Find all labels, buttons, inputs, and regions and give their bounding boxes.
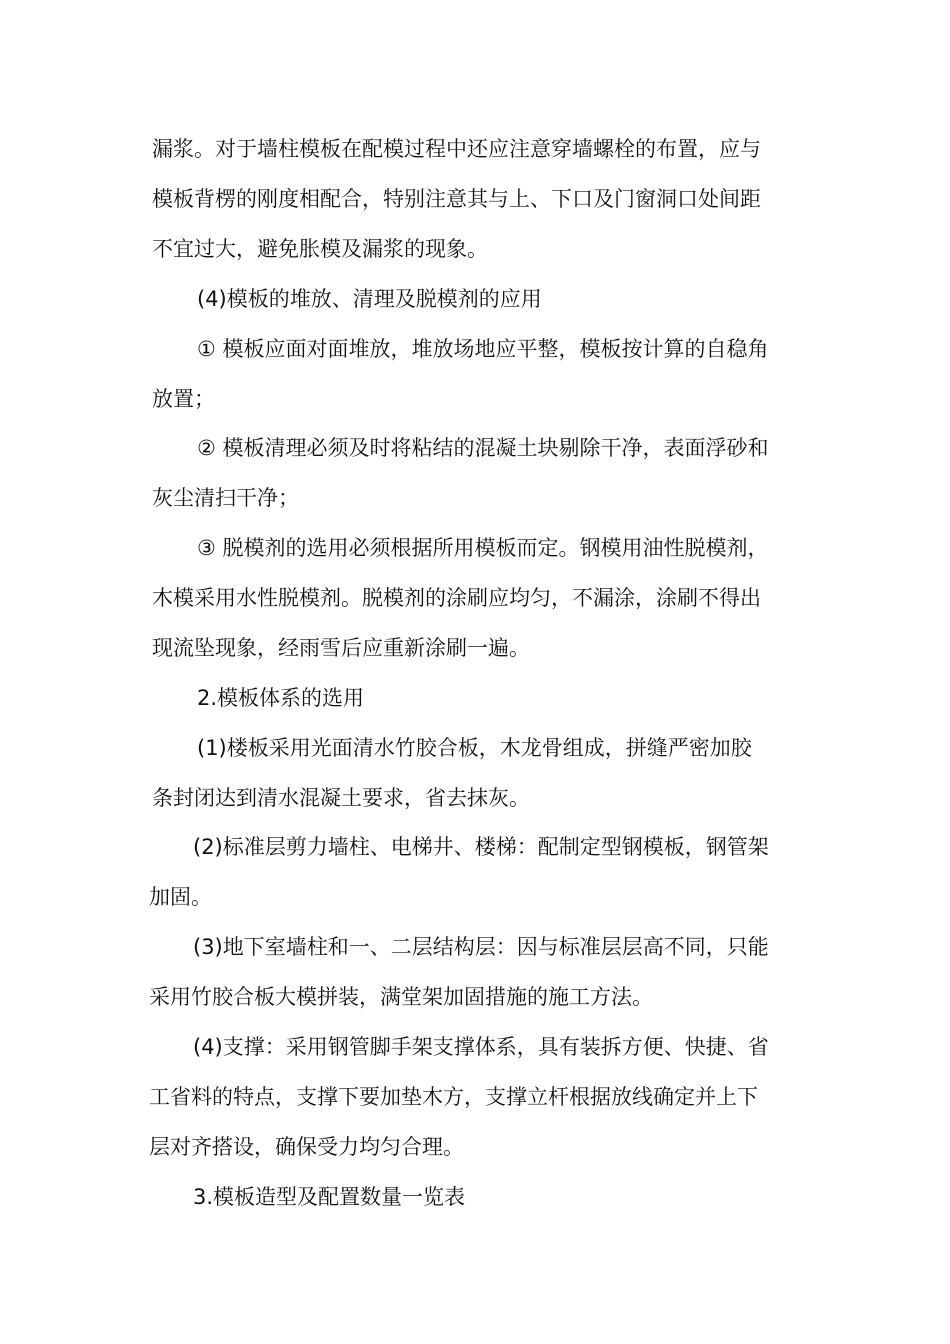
list-item: (1)楼板采用光面清水竹胶合板，木龙骨组成，拼缝严密加胶 <box>197 736 752 760</box>
list-item: ① 模板应面对面堆放，堆放场地应平整，模板按计算的自稳角 <box>197 337 769 361</box>
list-item: (2)标准层剪力墙柱、电梯井、楼梯：配制定型钢模板，钢管架 <box>193 835 769 859</box>
text-line: 不宜过大，避免胀模及漏浆的现象。 <box>152 237 488 261</box>
list-item: ② 模板清理必须及时将粘结的混凝土块剔除干净，表面浮砂和 <box>197 436 769 460</box>
text-line: 条封闭达到清水混凝土要求，省去抹灰。 <box>152 786 530 810</box>
text-line: 漏浆。对于墙柱模板在配模过程中还应注意穿墙螺栓的布置，应与 <box>152 137 761 161</box>
text-line: 灰尘清扫干净； <box>152 486 299 510</box>
list-item: ③ 脱模剂的选用必须根据所用模板而定。钢模用油性脱模剂， <box>197 536 769 560</box>
section-heading: 2.模板体系的选用 <box>197 686 365 710</box>
text-line: 现流坠现象，经雨雪后应重新涂刷一遍。 <box>152 636 530 660</box>
text-line: 加固。 <box>149 885 212 909</box>
text-line: 采用竹胶合板大模拼装，满堂架加固措施的施工方法。 <box>149 985 653 1009</box>
section-heading: 3.模板造型及配置数量一览表 <box>193 1185 466 1209</box>
list-item: (4)支撑：采用钢管脚手架支撑体系，具有装拆方便、快捷、省 <box>193 1035 769 1059</box>
text-line: 层对齐搭设，确保受力均匀合理。 <box>149 1135 464 1159</box>
section-heading: (4)模板的堆放、清理及脱模剂的应用 <box>197 287 542 311</box>
list-item: (3)地下室墙柱和一、二层结构层：因与标准层层高不同，只能 <box>193 935 769 959</box>
text-line: 木模采用水性脱模剂。脱模剂的涂刷应均匀，不漏涂，涂刷不得出 <box>152 586 761 610</box>
text-line: 放置； <box>152 387 215 411</box>
text-line: 模板背楞的刚度相配合，特别注意其与上、下口及门窗洞口处间距 <box>152 187 761 211</box>
text-line: 工省料的特点，支撑下要加垫木方，支撑立杆根据放线确定并上下 <box>149 1085 758 1109</box>
